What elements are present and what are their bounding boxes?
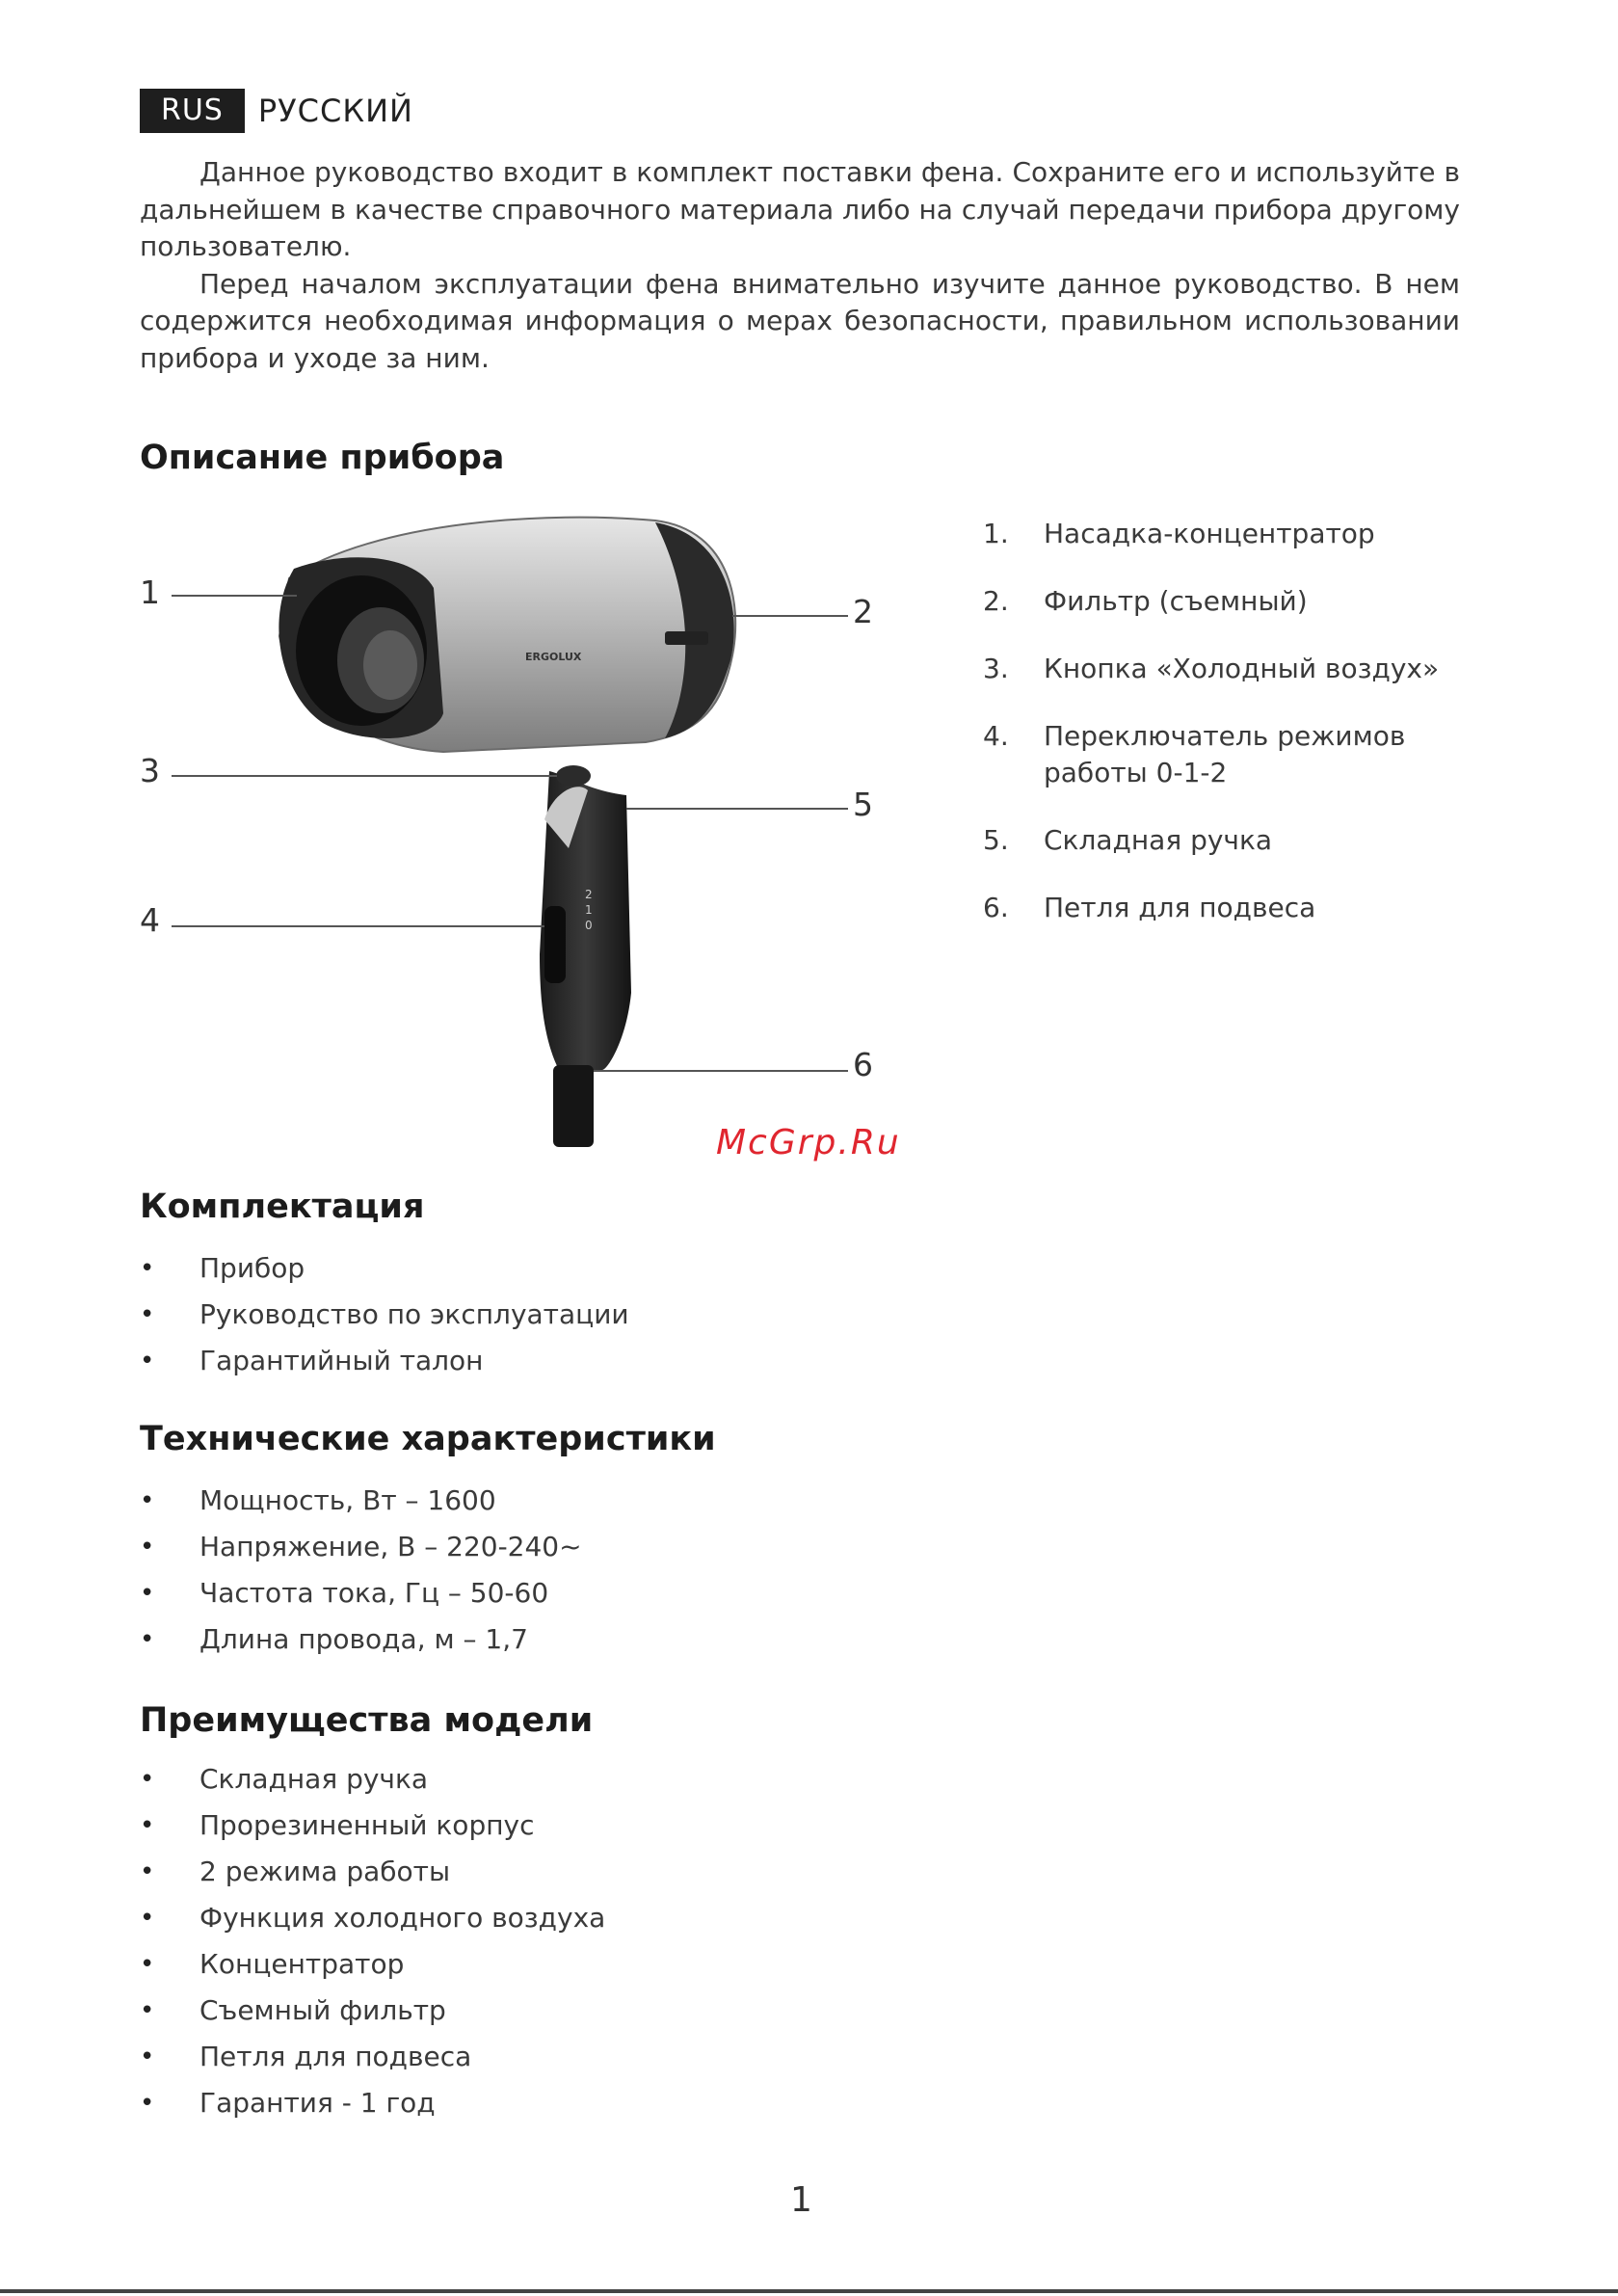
part-item: 3. Кнопка «Холодный воздух»: [983, 653, 1440, 684]
list-item: • 2 режима работы: [140, 1849, 605, 1895]
part-item: 2. Фильтр (съемный): [983, 585, 1308, 617]
part-item: 4. Переключатель режимов работы 0-1-2: [983, 720, 1406, 788]
list-item: • Частота тока, Гц – 50-60: [140, 1570, 582, 1616]
list-item: • Складная ручка: [140, 1756, 605, 1802]
part-item: 1. Насадка-концентратор: [983, 518, 1375, 549]
callout-1: 1: [140, 574, 160, 611]
switch-mark-1: 1: [585, 903, 593, 917]
list-item: • Съемный фильтр: [140, 1988, 605, 2034]
language-header: [140, 89, 413, 133]
intro-paragraph-2: Перед началом эксплуатации фена внимательно изучите данное руководство. В нем содержится необходимая информация о мерах безопасности, правильном использовании прибора и уходе за ним.: [140, 267, 1460, 374]
callout-line-2: [732, 615, 848, 617]
list-item: • Гарантийный талон: [140, 1338, 629, 1384]
hanging-loop: [553, 1065, 594, 1147]
language-code-badge: RUS: [140, 89, 245, 133]
switch-mark-2: 2: [585, 888, 593, 901]
intro-paragraph-1: Данное руководство входит в комплект поставки фена. Сохраните его и используйте в дальнейшем в качестве справочного материала либо на случай передачи прибора другому пользователю.: [140, 156, 1460, 262]
kit-list: [140, 1245, 629, 1384]
callout-5: 5: [853, 786, 873, 823]
cool-air-button: [556, 765, 591, 787]
list-item: • Петля для подвеса: [140, 2034, 605, 2080]
description-heading: Описание прибора: [140, 439, 505, 477]
callout-line-3: [172, 775, 557, 777]
list-item: • Функция холодного воздуха: [140, 1895, 605, 1941]
callout-line-1: [172, 595, 297, 597]
hair-dryer-figure: [125, 501, 925, 1166]
callout-line-5: [626, 808, 848, 810]
page-number: 1: [790, 2180, 812, 2220]
list-item: • Прибор: [140, 1245, 629, 1292]
callout-line-6: [594, 1070, 848, 1072]
switch-mark-0: 0: [585, 919, 593, 932]
filter-strip: [665, 631, 708, 645]
bottom-rule: [0, 2289, 1618, 2293]
callout-6: 6: [853, 1046, 873, 1083]
device-brand-label: ERGOLUX: [525, 651, 582, 663]
watermark-link[interactable]: McGrp.Ru: [716, 1123, 901, 1162]
callout-line-4: [172, 925, 544, 927]
kit-heading: Комплектация: [140, 1188, 425, 1226]
list-item: • Напряжение, В – 220-240~: [140, 1524, 582, 1570]
list-item: • Руководство по эксплуатации: [140, 1292, 629, 1338]
advantages-heading: Преимущества модели: [140, 1701, 594, 1740]
language-name: РУССКИЙ: [257, 93, 413, 129]
callout-3: 3: [140, 752, 160, 789]
list-item: • Концентратор: [140, 1941, 605, 1988]
parts-list: [983, 516, 1523, 957]
list-item: • Мощность, Вт – 1600: [140, 1478, 582, 1524]
callout-4: 4: [140, 901, 160, 939]
callout-2: 2: [853, 593, 873, 630]
mode-switch: [544, 906, 566, 983]
list-item: • Гарантия - 1 год: [140, 2080, 605, 2126]
part-item: 5. Складная ручка: [983, 824, 1273, 856]
specs-list: [140, 1478, 582, 1663]
list-item: • Длина провода, м – 1,7: [140, 1616, 582, 1663]
hair-dryer-illustration: [125, 501, 925, 1166]
part-item: 6. Петля для подвеса: [983, 892, 1316, 923]
list-item: • Прорезиненный корпус: [140, 1802, 605, 1849]
advantages-list: [140, 1756, 605, 2126]
intro-text: [140, 154, 1460, 377]
specs-heading: Технические характеристики: [140, 1420, 716, 1458]
